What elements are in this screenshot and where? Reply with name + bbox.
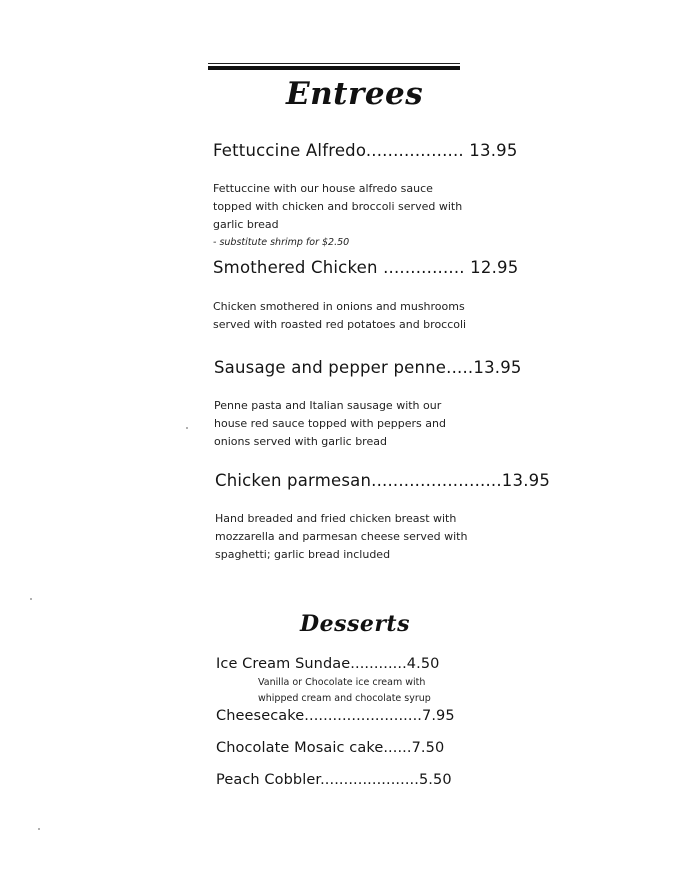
entree-description-smothered-chicken: Chicken smothered in onions and mushrooms served with roasted red potatoes and broccoli	[213, 300, 467, 331]
header-rule-thick	[208, 66, 460, 70]
entree-title-chicken-parmesan: Chicken parmesan........................13.95	[215, 471, 551, 490]
entree-note-shrimp: - substitute shrimp for $2.50	[213, 237, 350, 248]
dessert-title-cheesecake: Cheesecake.........................7.95	[216, 708, 455, 724]
desserts-heading: Desserts	[300, 611, 410, 637]
entree-title-sausage-penne: Sausage and pepper penne.....13.95	[214, 358, 522, 377]
scan-speck	[38, 828, 40, 830]
entree-description-fettuccine	[213, 180, 473, 252]
entree-description-sausage-penne: Penne pasta and Italian sausage with our house red sauce topped with peppers and onions served with garlic bread	[214, 399, 446, 448]
scan-speck	[30, 598, 32, 600]
entrees-heading: Entrees	[286, 76, 424, 112]
entree-description-text: Fettuccine with our house alfredo sauce topped with chicken and broccoli served with garlic bread	[213, 182, 463, 231]
scan-speck	[186, 427, 188, 429]
dessert-description-ice-cream-sundae: Vanilla or Chocolate ice cream with whipped cream and chocolate syrup	[258, 677, 431, 704]
entree-title-fettuccine: Fettuccine Alfredo.................. 13.95	[213, 141, 518, 160]
dessert-title-peach-cobbler: Peach Cobbler.....................5.50	[216, 772, 452, 788]
entree-title-smothered-chicken: Smothered Chicken ............... 12.95	[213, 258, 519, 277]
entree-description-chicken-parmesan: Hand breaded and fried chicken breast with mozzarella and parmesan cheese served with spaghetti; garlic bread included	[215, 512, 468, 561]
dessert-title-chocolate-mosaic-cake: Chocolate Mosaic cake......7.50	[216, 740, 445, 756]
header-rule-thin	[208, 63, 460, 64]
dessert-title-ice-cream-sundae: Ice Cream Sundae............4.50	[216, 656, 440, 672]
